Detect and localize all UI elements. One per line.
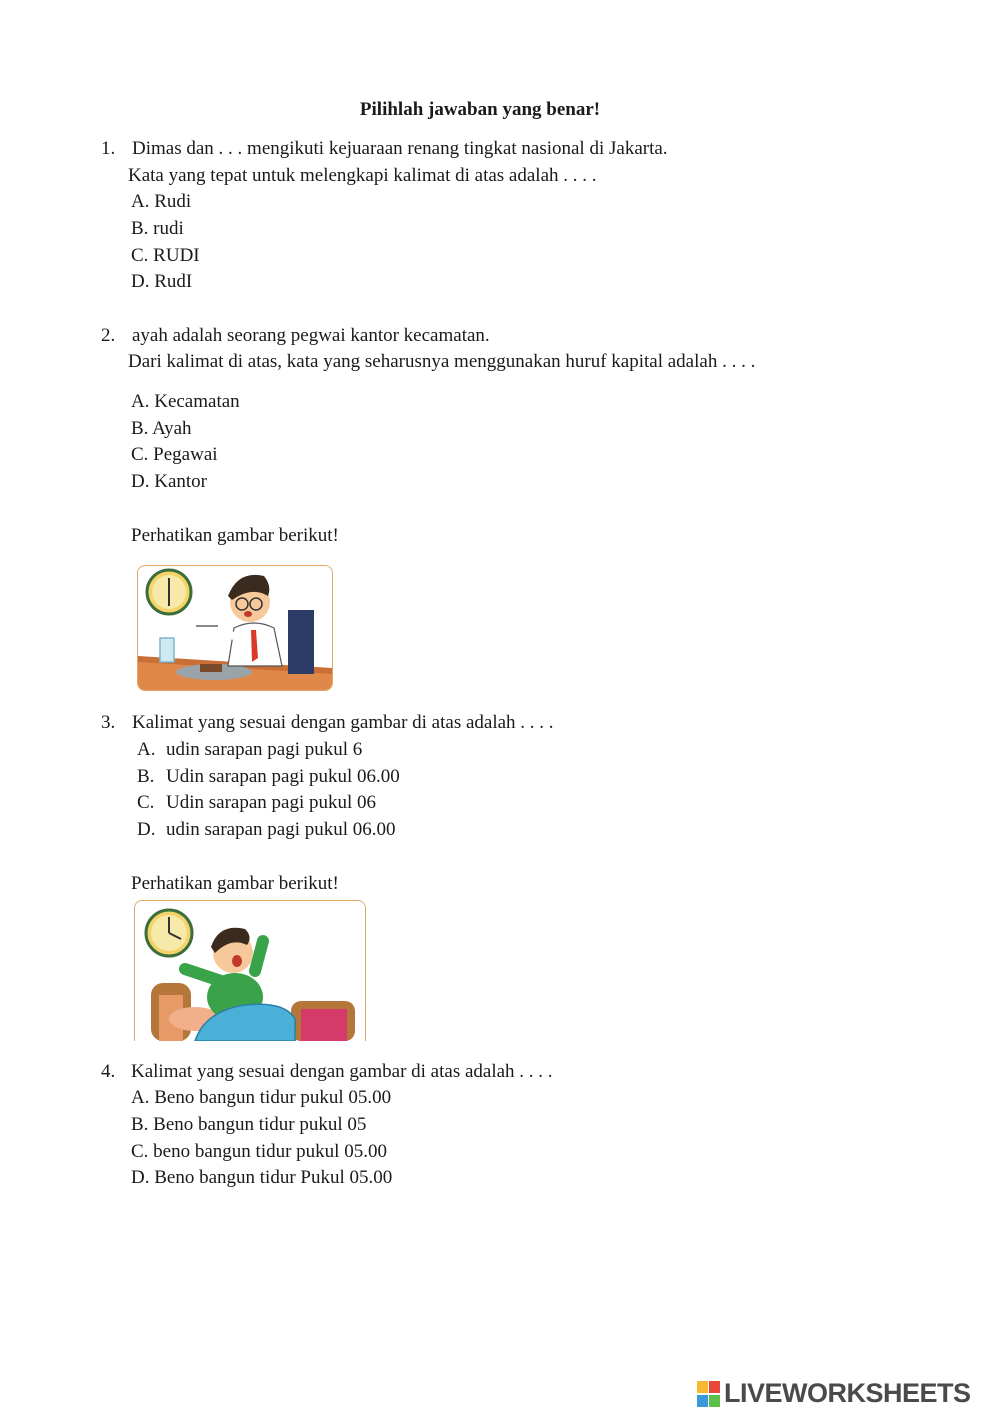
question-3-option-c-letter: C. xyxy=(137,792,155,813)
question-1-text: Dimas dan . . . mengikuti kejuaraan renang tingkat nasional di Jakarta. xyxy=(132,138,668,159)
question-4-option-b[interactable]: B. Beno bangun tidur pukul 05 xyxy=(131,1114,367,1135)
page-title: Pilihlah jawaban yang benar! xyxy=(359,99,601,120)
question-4-option-d[interactable]: D. Beno bangun tidur Pukul 05.00 xyxy=(131,1167,393,1188)
question-3-option-a-letter: A. xyxy=(137,739,156,760)
liveworksheets-logo-icon xyxy=(697,1379,721,1409)
question-1-prompt: Kata yang tepat untuk melengkapi kalimat di atas adalah . . . . xyxy=(128,165,597,186)
question-3-option-b[interactable]: Udin sarapan pagi pukul 06.00 xyxy=(166,766,400,787)
breakfast-drawing xyxy=(138,566,332,690)
question-4-option-a[interactable]: A. Beno bangun tidur pukul 05.00 xyxy=(131,1087,392,1108)
question-3-option-d-letter: D. xyxy=(137,819,156,840)
question-3-option-b-letter: B. xyxy=(137,766,155,787)
question-4-number: 4. xyxy=(101,1061,116,1082)
question-2-option-d[interactable]: D. Kantor xyxy=(131,471,207,492)
breakfast-illustration xyxy=(137,565,333,691)
question-3-option-c[interactable]: Udin sarapan pagi pukul 06 xyxy=(166,792,377,813)
wakeup-illustration xyxy=(134,900,366,1041)
question-1-option-d[interactable]: D. RudI xyxy=(131,271,193,292)
question-2-option-c[interactable]: C. Pegawai xyxy=(131,444,218,465)
question-2-number: 2. xyxy=(101,325,116,346)
question-1-option-c[interactable]: C. RUDI xyxy=(131,245,200,266)
question-1-option-a[interactable]: A. Rudi xyxy=(131,191,192,212)
question-1-number: 1. xyxy=(101,138,116,159)
question-3-number: 3. xyxy=(101,712,116,733)
instruction-look-2: Perhatikan gambar berikut! xyxy=(131,873,339,894)
question-2-option-a[interactable]: A. Kecamatan xyxy=(131,391,240,412)
brand-name[interactable]: LIVEWORKSHEETS xyxy=(724,1378,971,1408)
question-3-option-d[interactable]: udin sarapan pagi pukul 06.00 xyxy=(166,819,396,840)
wakeup-drawing xyxy=(135,901,365,1041)
instruction-look-1: Perhatikan gambar berikut! xyxy=(131,525,339,546)
question-2-option-b[interactable]: B. Ayah xyxy=(131,418,192,439)
question-1-option-b[interactable]: B. rudi xyxy=(131,218,184,239)
question-4-option-c[interactable]: C. beno bangun tidur pukul 05.00 xyxy=(131,1141,387,1162)
question-2-text: ayah adalah seorang pegwai kantor kecamatan. xyxy=(132,325,490,346)
question-3-text: Kalimat yang sesuai dengan gambar di atas adalah . . . . xyxy=(132,712,554,733)
question-4-text: Kalimat yang sesuai dengan gambar di atas adalah . . . . xyxy=(131,1061,553,1082)
question-3-option-a[interactable]: udin sarapan pagi pukul 6 xyxy=(166,739,363,760)
question-2-prompt: Dari kalimat di atas, kata yang seharusnya menggunakan huruf kapital adalah . . . . xyxy=(128,351,756,372)
